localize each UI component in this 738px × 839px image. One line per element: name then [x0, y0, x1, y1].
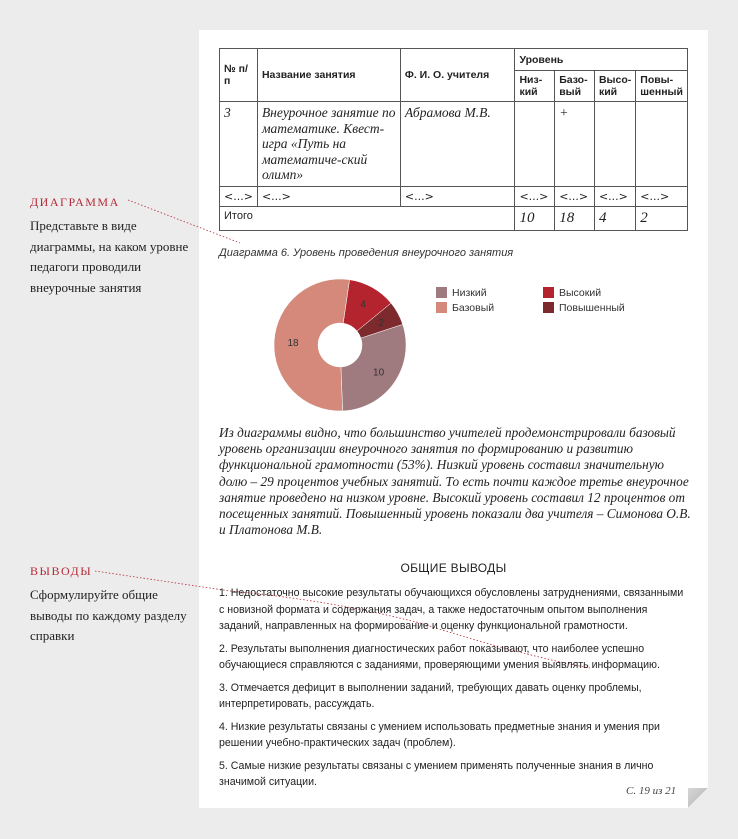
page-number: С. 19 из 21	[626, 785, 677, 797]
donut-value-label: 18	[287, 338, 299, 350]
cell-ellipsis: <...>	[400, 186, 515, 206]
table-row	[220, 102, 688, 187]
table-row-ellipsis	[220, 186, 688, 206]
cell-ellipsis: <...>	[220, 186, 258, 206]
legend-item	[436, 302, 494, 314]
cell-high	[594, 102, 635, 187]
cell-advanced	[636, 102, 688, 187]
conclusions-list	[219, 585, 691, 797]
total-high: 4	[594, 206, 635, 230]
donut-slice-1	[274, 279, 350, 411]
legend-label: Низкий	[452, 287, 487, 299]
cell-teacher: Абрамова М.В.	[400, 102, 515, 187]
legend-item	[436, 287, 487, 299]
margin-note-conclusions	[30, 564, 190, 647]
cell-ellipsis: <...>	[257, 186, 400, 206]
chart-caption: Диаграмма 6. Уровень проведения внеурочного занятия	[219, 247, 514, 259]
header-teacher: Ф. И. О. учителя	[400, 49, 515, 102]
conclusion-item: 4. Низкие результаты связаны с умением использовать предметные знания и умения при решении учебно-практических задач (проблем).	[219, 720, 660, 749]
margin-note-heading: ДИАГРАММА	[30, 195, 120, 209]
legend-label: Базовый	[452, 302, 495, 314]
legend-swatch	[543, 287, 554, 298]
table-row-total	[220, 206, 688, 230]
cell-ellipsis: <...>	[594, 186, 635, 206]
total-label: Итого	[220, 206, 515, 230]
header-low: Низ-кий	[515, 71, 555, 102]
cell-name: Внеурочное занятие по математике. Квест-игра «Путь на математиче-ский олимп»	[257, 102, 400, 187]
header-advanced: Повы-шенный	[636, 71, 688, 102]
levels-table	[219, 48, 688, 231]
legend-label: Повышенный	[559, 302, 625, 314]
cell-ellipsis: <...>	[515, 186, 555, 206]
header-high: Высо-кий	[594, 71, 635, 102]
total-low: 10	[515, 206, 555, 230]
page-fold-corner	[688, 788, 708, 808]
total-advanced: 2	[636, 206, 688, 230]
header-num: № п/п	[220, 49, 258, 102]
margin-note-diagram	[30, 195, 190, 298]
conclusion-item: 3. Отмечается дефицит в выполнении заданий, требующих давать оценку проблемы, интерпретировать, рассуждать.	[219, 681, 642, 710]
cell-basic: +	[555, 102, 595, 187]
margin-note-heading: ВЫВОДЫ	[30, 564, 93, 578]
cell-ellipsis: <...>	[555, 186, 595, 206]
conclusions-title: ОБЩИЕ ВЫВОДЫ	[400, 561, 507, 575]
total-basic: 18	[555, 206, 595, 230]
margin-note-text: Представьте в виде диаграммы, на каком уровне педагоги проводили внеурочные занятия	[30, 218, 189, 295]
donut-value-label: 4	[360, 299, 366, 311]
donut-value-label: 10	[373, 367, 385, 379]
legend-item	[543, 287, 601, 299]
donut-value-label: 2	[378, 317, 384, 329]
legend-swatch	[436, 302, 447, 313]
legend-label: Высокий	[559, 287, 602, 299]
header-level: Уровень	[515, 49, 688, 71]
legend-swatch	[436, 287, 447, 298]
cell-ellipsis: <...>	[636, 186, 688, 206]
conclusion-item: 1. Недостаточно высокие результаты обучающихся обусловлены затруднениями, связанными с новизной формата и содержания задач, а также недостаточным опытом выполнения заданий, направленных на формирование и оценку функциональной грамотности.	[219, 587, 684, 632]
margin-note-text: Сформулируйте общие выводы по каждому разделу справки	[30, 587, 187, 643]
conclusion-item: 5. Самые низкие результаты связаны с умением применять полученные знания в лично значимой ситуации.	[219, 759, 654, 788]
cell-num: 3	[220, 102, 258, 187]
legend-item	[543, 302, 625, 314]
header-basic: Базо-вый	[555, 71, 595, 102]
cell-low	[515, 102, 555, 187]
header-name: Название занятия	[257, 49, 400, 102]
legend-swatch	[543, 302, 554, 313]
conclusion-item: 2. Результаты выполнения диагностических работ показывают, что наиболее успешно обучающиеся справляются с заданиями, проверяющими умения выявлять информацию.	[219, 642, 660, 671]
donut-chart	[260, 270, 420, 420]
analysis-paragraph: Из диаграммы видно, что большинство учителей продемонстрировали базовый уровень организации внеурочного занятия по формированию и развитию функциональной грамотности (53%). Низкий уровень составил значительную долю – 29 процентов учебных занятий. То есть почти каждое третье внеурочное занятие проведено на низком уровне. Высокий уровень составил 12 процентов от посещенных занятий. Повышенный уровень показали два учителя – Симонова О.В. и Платонова М.В.	[219, 425, 691, 538]
